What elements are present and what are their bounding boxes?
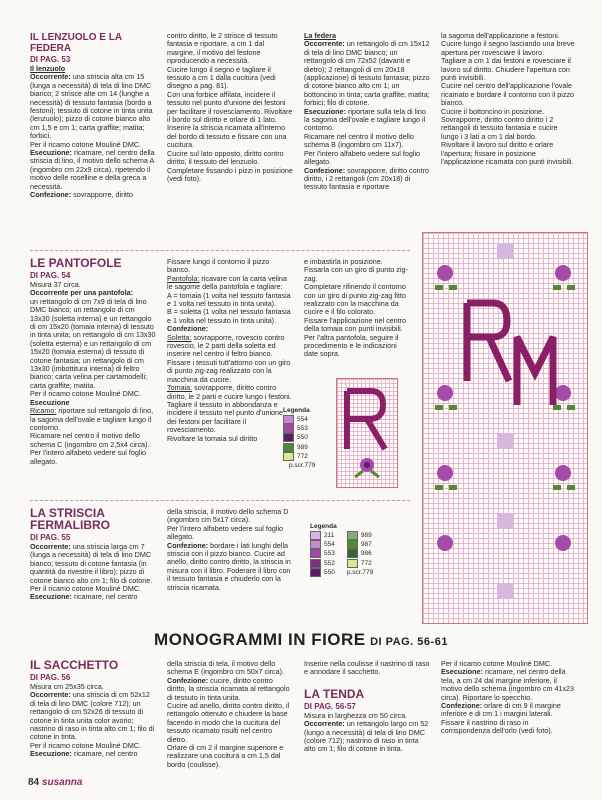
sacchetto-occorrente: Occorrente: una striscia di cm 52x12 di tela di lino DMC (colore 712); un rettangolo di cm 52x26 di tessuto di cotone in tinta unita color avorio; nastrino di raso in tinta alto cm 1; filo di cotone in tinta. Per il ricamo cotone Mouliné DMC.	[30, 690, 155, 750]
letter-r-pattern	[337, 379, 397, 487]
lenzuolo-occorrente-dmc: Per il ricamo cotone Mouliné DMC.	[30, 139, 142, 149]
pantofole-pizzo: Fissare lungo il contorno il pizzo bianco.	[167, 257, 270, 275]
federa-occorrente: Occorrente: un rettangolo di cm 15x12 di tela di lino DMC bianco; un rettangolo di cm 72x52 (davanti e dietro); 2 rettangoli di cm 20x18 (applicazione) di tessuto fantasia; pizzo di cotone bianco alto cm 1; un bottoncino in tinta; carta graffite; matita; forbici; filo di cotone.	[304, 39, 430, 108]
legend-row: 987	[347, 540, 373, 549]
pantofole-col2	[167, 258, 293, 443]
pantofole-col1	[30, 258, 156, 466]
pantofole-occorrente: un rettangolo di cm 7x9 di tela di lino DMC bianco; un rettangolo di cm 13x30 (soletta interna) e un rettangolo di cm 15x20 (tomaia interna) di tessuto in tinta unita; un rettangolo di cm 13x30 (soletta esterna) e un rettangolo di cm 15x20 (tomaia esterna) di tessuto di cotone fantasia; un rettangolo di cm 13x30 (imbottitura interna) di feltro bianco; carta velina per cartamodelli; carta graffite; matita. Per il ricamo cotone Mouliné DMC.	[30, 296, 156, 399]
section-page-pantofole: DI PAG. 54	[30, 271, 71, 280]
federa-col4: la sagoma dell'applicazione a festoni. Cucire lungo il segno lasciando una breve apertura per rovesciare il lavoro. Tagliare a cm 1 dai festoni e rovesciare il lavoro sul diritto. Chiudere l'apertura con punti invisibili. Cucire nel centro dell'applicazione l'ovale ricamato e bordare il contorno con il pizzo bianco. Cucire il bottoncino in posizione. Sovrapporre, diritto contro diritto i 2 rettangoli di tessuto fantasia e cucire lungo i 3 lati a cm 1 dal bordo. Rivoltare il lavoro sul diritto e orlare l'apertura; fissare in posizione l'applicazione ricamata con punti invisibili.	[441, 31, 575, 167]
pantofole-a: A = tomaia (1 volta nel tessuto fantasia e 1 volta nel tessuto in tinta unita).	[167, 290, 291, 309]
page-number: 84	[28, 777, 40, 788]
tenda-dmc: Per il ricamo cotone Mouliné DMC.	[441, 659, 553, 668]
divider	[30, 500, 410, 501]
striscia-col2	[167, 508, 293, 592]
legend-row: 553	[310, 549, 335, 558]
sacchetto-coulisse: Inserire nella coulisse il nastrino di raso e annodare il sacchetto.	[304, 659, 430, 677]
lenzuolo-col2: contro diritto, le 2 strisce di tessuto fantasia e riportare, a cm 1 dal margine, il motivo del festone riproducendo a necessità. Cucire lungo il segno e tagliare il tessuto a cm 1 dalla cucitura (vedi disegno a pag. 81). Con una forbice affilata, incidere il tessuto nel punto d'unione dei festoni per facilitare il rovesciamento. Rivoltare il bordo sul diritto e orlare di 1 lato. Inserire la striscia ricamata all'interno del bordo di tessuto e fissare con una cucitura. Cucire sul lato opposto, diritto contro diritto, il tessuto del lenzuolo. Completare fissando i pizzi in posizione (vedi foto).	[167, 31, 293, 183]
tenda-esecuzione: Esecuzione: ricamare, nel centro della tela, a cm 24 dal margine inferiore, il motivo dello schema (ingombro cm 41x23 circa). Riportare lo specchio.	[441, 667, 575, 702]
page-footer	[28, 777, 82, 788]
pattern-chart-r	[336, 378, 398, 488]
tenda-size: Misura in larghezza cm 50 circa.	[304, 710, 408, 720]
striscia-motivo: della striscia, il motivo dello schema D (ingombro cm 5x17 circa). Per l'intero alfabeto vedere sul foglio allegato.	[167, 507, 289, 542]
lenzuolo-col1	[30, 32, 156, 200]
federa-esecuzione: Esecuzione: riportare sulla tela di lino la sagoma dell'ovale e tagliare lungo il contorno. Ricamare nel centro il motivo dello schema B (ingombro cm 11x7). Per l'intero alfabeto vedere sul foglio allegato.	[304, 106, 426, 167]
legend-1	[283, 406, 315, 470]
swatch	[283, 433, 294, 442]
swatch	[283, 443, 294, 452]
sacchetto-col2	[167, 660, 293, 769]
tenda-confezione: Confezione: orlare di cm 9 il margine inferiore e di cm 1 i margini laterali. Fissare il nastrino di raso in corrispondenza dell'orlo (vedi foto).	[441, 701, 561, 736]
section-title-lenzuolo: IL LENZUOLO E LA FEDERA	[30, 32, 122, 54]
magazine-brand: susanna	[41, 777, 83, 788]
sacchetto-esecuzione: Esecuzione: ricamare, nel centro	[30, 749, 138, 759]
lenzuolo-confezione: Confezione: sovrapporre, diritto	[30, 190, 134, 200]
striscia-col1	[30, 508, 156, 602]
sacchetto-confezione: Confezione: cucire, diritto contro diritto, la striscia ricamata al rettangolo di tessuto in tinta unita. Cucire ad anello, diritto contro diritto, il rettangolo ottenuto e chiudere la base facendo in modo che la cucitura del tessuto ricamato risulti nel centro dietro. Orlare di cm 2 il margine superiore e realizzare una cucitura a cm 1,5 dal bordo (coulisse).	[167, 675, 290, 769]
section-title-sacchetto: IL SACCHETTO	[30, 658, 119, 672]
pattern-chart-rm	[422, 232, 588, 624]
legend-row: 554	[283, 415, 315, 424]
legend-row: 552	[310, 559, 335, 568]
lenzuolo-esecuzione: Esecuzione: ricamare, nel centro della striscia di lino, il motivo dello schema A (ingombro cm 22x9 circa), ripetendo il motivo delle roselline e della greca a necessità.	[30, 148, 155, 191]
section-title-striscia: LA STRISCIA FERMALIBRO	[30, 506, 110, 532]
pantofole-occorrente-label: Occorrente per una pantofola:	[30, 288, 134, 298]
pantofole-soletta: Soletta: sovrapporre, rovescio contro rovescio, le 2 parti della soletta ed inserire nel centro il feltro bianco. Fissare i tessuti tutt'attorno con un giro di punto zig-zag realizzato con la macchina da cucire.	[167, 332, 291, 384]
legend-row: 986	[347, 549, 373, 558]
pantofole-tomaia: Tomaia: sovrapporre, diritto contro diritto, le 2 parti e cucire lungo i festoni. Tagliare il tessuto in abbondanza e incidere il tessuto nel punto d'unione dei festoni per facilitare il rovesciamento. Rivoltare la tomaia sul diritto	[167, 383, 292, 443]
sacchetto-col1	[30, 660, 156, 759]
pantofole-confezione-label: Confezione:	[167, 324, 209, 334]
section-page-sacchetto: DI PAG. 56	[30, 673, 71, 682]
legend-row: 772	[283, 452, 315, 461]
striscia-occorrente: Occorrente: una striscia larga cm 7 (lunga a necessità) di tela di lino DMC bianco; tessuto di cotone fantasia (in quantità da rivestire il libro); pizzo di cotone bianco alto cm 1; filo di cotone. Per il ricamo cotone Mouliné DMC.	[30, 542, 153, 594]
federa-col	[304, 32, 430, 192]
divider	[30, 250, 410, 251]
swatch	[283, 424, 294, 433]
pantofole-esecuzione-label: Esecuzione	[30, 397, 70, 407]
section-banner	[0, 630, 602, 656]
legend-row: 553	[283, 424, 315, 433]
banner-title: MONOGRAMMI IN FIORE	[154, 630, 366, 649]
legend-row: 989	[347, 531, 373, 540]
federa-confezione: Confezione: sovrapporre, diritto contro diritto, i 2 rettangoli (cm 20x18) di tessuto fantasia e riportare	[304, 165, 430, 192]
sub-federa: La federa	[304, 31, 336, 40]
section-page-striscia: DI PAG. 55	[30, 533, 71, 542]
section-title-pantofole: LE PANTOFOLE	[30, 256, 122, 270]
legend-row: 554	[310, 540, 335, 549]
tenda-occorrente: Occorrente: un rettangolo largo cm 52 (lungo a necessità) di tela di lino DMC (colore 712); nastrino di raso in tinta alto cm 1; filo di cotone in tinta.	[304, 719, 429, 754]
sacchetto-motivo: della striscia di tela, il motivo dello schema E (ingombro cm 50x7 circa).	[167, 659, 285, 677]
legend-title: Legenda	[283, 407, 310, 414]
lenzuolo-occorrente: Occorrente: una striscia alta cm 15 (lunga a necessità) di tela di lino DMC bianco; 2 strisce alte cm 14 (lunghe a necessità) di tessuto fantasia (bordo a festoni); tessuto di cotone in tinta unita (lenzuolo); pizzo di cotone bianco alto cm 1,5 e cm 1; carta graffite; matita; forbici.	[30, 72, 153, 141]
swatch	[283, 415, 294, 424]
tenda-col4	[441, 660, 577, 736]
striscia-esecuzione: Esecuzione: ricamare, nel centro	[30, 592, 138, 602]
legend-row: 772	[347, 559, 373, 568]
banner-pages: DI PAG. 56-61	[370, 636, 448, 648]
section-page-tenda: DI PAG. 56-57	[304, 701, 356, 711]
legend-row: 989	[283, 443, 315, 452]
section-page-lenzuolo: DI PAG. 53	[30, 55, 71, 64]
pantofole-col3: e imbastirla in posizione. Fissarla con un giro di punto zig-zag. Completare rifinendo il contorno con un giro di punto zig-zag fitto realizzato con la macchina da cucire e il filo colorato. Fissare l'applicazione nel centro della tomaia con punti invisibili. Per l'altra pantofola, seguire il procedimento e le indicazioni date sopra.	[304, 257, 408, 359]
sacchetto-col3	[304, 660, 430, 754]
legend-footer: p.scr.779	[289, 462, 316, 470]
swatch	[283, 452, 294, 461]
legend-footer: p.scr.779	[346, 568, 374, 576]
pantofole-size: Misura 37 circa.	[30, 280, 81, 289]
pantofole-pantofola: Pantofola: ricavare con la carta velina le sagome della pantofola e tagliare:	[167, 273, 287, 292]
pantofole-b: B = soletta (1 volta nel tessuto fantasia e 1 volta nel tessuto in tinta unita).	[167, 307, 291, 325]
legend-row: 550	[310, 568, 335, 577]
legend-2	[310, 522, 420, 577]
rm-monogram-pattern	[423, 233, 587, 623]
section-title-tenda: LA TENDA	[304, 686, 365, 701]
sacchetto-size: Misura cm 25x35 circa.	[30, 682, 104, 691]
legend-title: Legenda	[310, 523, 337, 530]
legend-row: 550	[283, 433, 315, 442]
striscia-confezione: Confezione: bordare i lati lunghi della striscia con il pizzo bianco. Cucire ad anello, diritto contro diritto, la striscia in misura con il libro. Foderare il libro con il tessuto fantasia e chiuderlo con la striscia ricamata.	[167, 540, 291, 592]
pantofole-ricamo: Ricamo: riportare sul rettangolo di lino, la sagoma dell'ovale e tagliare lungo il contorno. Ricamare nel centro il motivo dello schema C (ingombro cm 2,5x4 circa). Per l'intero alfabeto vedere sul foglio allegato.	[30, 406, 154, 466]
sub-lenzuolo: Il lenzuolo	[30, 64, 66, 73]
legend-row: 211	[310, 531, 335, 540]
